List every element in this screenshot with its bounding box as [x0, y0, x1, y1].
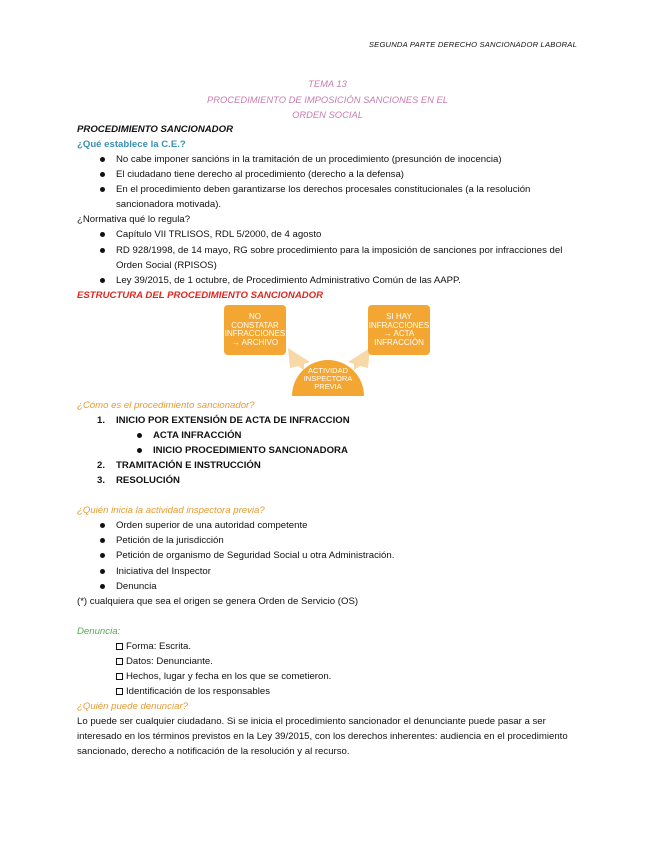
list-number: 2.	[97, 460, 106, 471]
question-como-es: ¿Cómo es el procedimiento sancionador?	[77, 400, 255, 411]
structure-heading: ESTRUCTURA DEL PROCEDIMIENTO SANCIONADOR	[77, 290, 324, 301]
box-text: NO	[248, 312, 261, 321]
section-heading-procedimiento: PROCEDIMIENTO SANCIONADOR	[77, 124, 233, 135]
bullet-dot	[100, 584, 105, 589]
document-title-line1: PROCEDIMIENTO DE IMPOSICIÓN SANCIONES EN EL	[206, 94, 448, 105]
box-text: PREVIA	[314, 382, 342, 391]
bullet-dot	[100, 538, 105, 543]
question-quien-denuncia: ¿Quién puede denunciar?	[77, 701, 188, 712]
bullet-dot	[100, 523, 105, 528]
box-text: → ACTA	[383, 329, 415, 338]
bullet-text: Iniciativa del Inspector	[116, 566, 211, 577]
checklist-text: Identificación de los responsables	[126, 686, 270, 697]
checkbox-icon	[116, 658, 123, 665]
box-text: INFRACCIONES	[368, 320, 430, 330]
paragraph-line: sancionado, derecho a notificación de la resolución y al recurso.	[77, 746, 350, 757]
bullet-dot	[100, 553, 105, 558]
box-text: INFRACCIÓN	[374, 337, 424, 347]
bullet-dot	[100, 569, 105, 574]
list-item: INICIO POR EXTENSIÓN DE ACTA DE INFRACCION	[116, 415, 350, 426]
checklist-item	[116, 654, 213, 669]
bullet-text: Ley 39/2015, de 1 octubre, de Procedimiento Administrativo Común de las AAPP.	[116, 275, 461, 286]
bullet-text: No cabe imponer sancións in la tramitación de un procedimiento (presunción de inocencia)	[116, 154, 502, 165]
box-text: ACTIVIDAD	[307, 366, 348, 375]
bullet-text: Petición de organismo de Seguridad Social u otra Administración.	[116, 550, 395, 561]
checkbox-icon	[116, 673, 123, 680]
paragraph-line: Lo puede ser cualquier ciudadano. Si se inicia el procedimiento sancionador el denunciante puede pasar a ser	[77, 716, 546, 727]
bullet-text-continuation: sancionadora motivada).	[116, 199, 222, 210]
bullet-dot	[100, 187, 105, 192]
bullet-dot	[100, 172, 105, 177]
sub-list-item: INICIO PROCEDIMIENTO SANCIONADORA	[153, 445, 348, 456]
checkbox-icon	[116, 643, 123, 650]
bullet-text: En el procedimiento deben garantizarse los derechos procesales constitucionales (a la resolución	[116, 184, 531, 195]
bullet-dot	[100, 232, 105, 237]
paragraph-line: interesado en los términos previstos en la Ley 39/2015, con los derechos inherentes: audiencia en el procedimiento	[77, 731, 568, 742]
checklist-item	[116, 639, 191, 654]
question-normativa: ¿Normativa qué lo regula?	[77, 214, 191, 225]
bullet-dot	[137, 448, 142, 453]
question-quien-inicia: ¿Quién inicia la actividad inspectora previa?	[77, 505, 265, 516]
checkbox-icon	[116, 688, 123, 695]
checklist-item	[116, 684, 270, 699]
denuncia-heading: Denuncia:	[77, 626, 121, 637]
topic-number: TEMA 13	[308, 78, 347, 89]
bullet-text: Orden superior de una autoridad competente	[116, 520, 308, 531]
running-header: SEGUNDA PARTE DERECHO SANCIONADOR LABORAL	[368, 40, 577, 49]
bullet-dot	[100, 278, 105, 283]
bullet-dot	[137, 433, 142, 438]
bullet-text: Petición de la jurisdicción	[116, 535, 224, 546]
box-text: SI HAY	[386, 312, 412, 321]
box-text: INSPECTORA	[303, 374, 353, 383]
bullet-text: Capítulo VII TRLISOS, RDL 5/2000, de 4 agosto	[116, 229, 322, 240]
checklist-item	[116, 669, 331, 684]
box-text: → ARCHIVO	[231, 337, 279, 347]
box-actividad-inspectora	[292, 367, 364, 391]
checklist-text: Forma: Escrita.	[126, 641, 192, 652]
bullet-text: RD 928/1998, de 14 mayo, RG sobre procedimiento para la imposición de sanciones por infracciones del	[116, 245, 563, 256]
document-title-line2: ORDEN SOCIAL	[292, 109, 363, 120]
box-text: CONSTATAR	[231, 320, 279, 330]
list-number: 3.	[97, 475, 106, 486]
bullet-text: El ciudadano tiene derecho al procedimiento (derecho a la defensa)	[116, 169, 404, 180]
list-item: RESOLUCIÓN	[116, 475, 180, 486]
box-no-constatar	[224, 305, 286, 355]
checklist-text: Hechos, lugar y fecha en los que se cometieron.	[126, 671, 332, 682]
box-text: INFRACCIONES	[224, 329, 286, 338]
list-item: TRAMITACIÓN E INSTRUCCIÓN	[116, 460, 261, 471]
box-si-hay	[368, 305, 430, 355]
bullet-text: Denuncia	[116, 581, 157, 592]
sub-list-item: ACTA INFRACCIÓN	[153, 430, 242, 441]
bullet-text-continuation: Orden Social (RPISOS)	[116, 260, 217, 271]
bullet-dot	[100, 248, 105, 253]
checklist-text: Datos: Denunciante.	[126, 656, 213, 667]
list-number: 1.	[97, 415, 106, 426]
question-ce: ¿Qué establece la C.E.?	[77, 139, 186, 150]
bullet-dot	[100, 157, 105, 162]
note-orden-servicio: (*) cualquiera que sea el origen se genera Orden de Servicio (OS)	[77, 596, 359, 607]
